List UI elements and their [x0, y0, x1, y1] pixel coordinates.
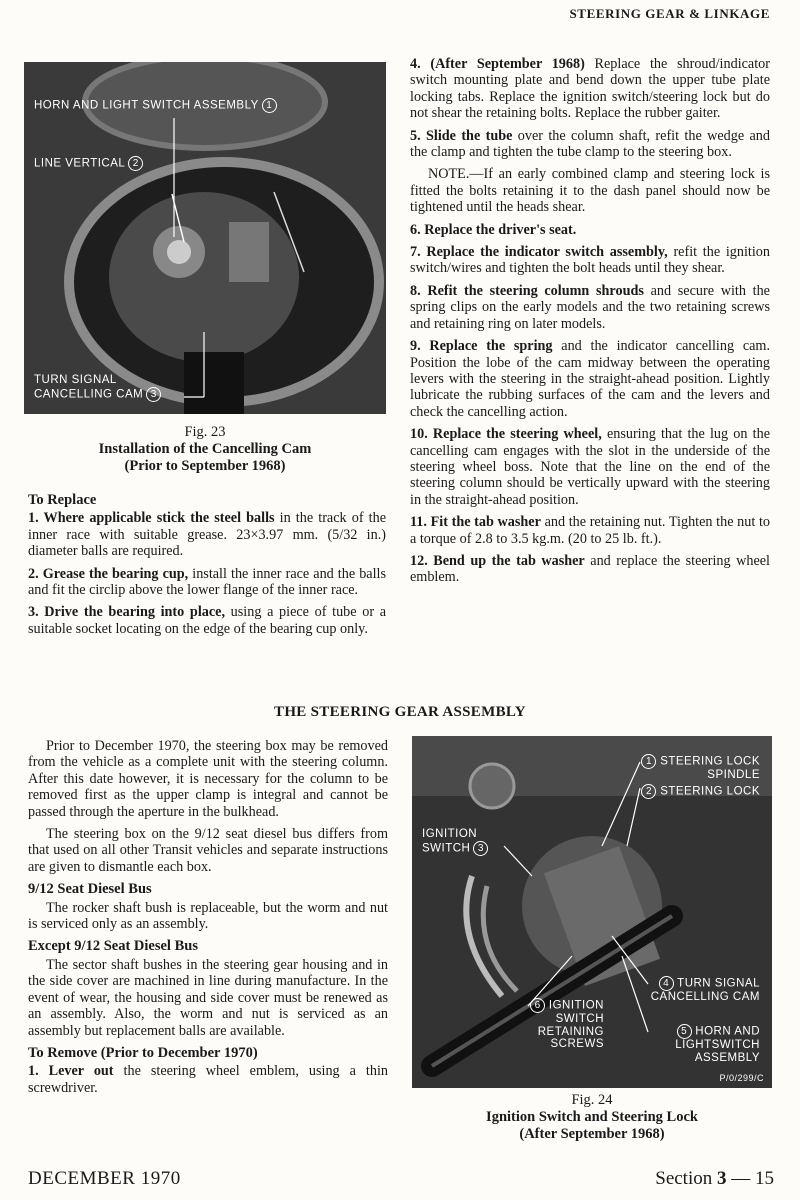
- fig24-caption: [412, 1092, 772, 1143]
- body-paragraph: The rocker shaft bush is replaceable, but the worm and nut is serviced only as an assembly.: [28, 899, 388, 933]
- step-lead: 12. Bend up the tab washer: [410, 552, 585, 569]
- step-lead: 2. Grease the bearing cup,: [28, 565, 189, 582]
- to-replace-heading: To Replace: [28, 492, 97, 508]
- callout-number: 2: [128, 156, 143, 171]
- step-lead: 7. Replace the indicator switch assembly,: [410, 244, 668, 261]
- left-bottom-text: [28, 738, 388, 1102]
- fig23-photo: [24, 62, 386, 414]
- fig24-callout-4: [640, 976, 760, 1004]
- running-header: STEERING GEAR & LINKAGE: [569, 6, 770, 21]
- step-item: [410, 56, 770, 122]
- fig23-number: Fig. 23: [184, 424, 226, 440]
- step-text: in the track of the inner race with suitable grease. 23×3.97 mm. (5/32 in.) diameter balls are required.: [28, 510, 386, 560]
- callout-text: STEERING LOCK SPINDLE: [660, 755, 760, 781]
- fig24-number: Fig. 24: [571, 1092, 613, 1108]
- fig23-callout-3: [34, 374, 184, 402]
- fig24-subtitle: (After September 1968): [519, 1126, 665, 1142]
- step-lead: 1. Where applicable stick the steel balls: [28, 510, 275, 527]
- callout-text: IGNITION SWITCH: [422, 828, 478, 855]
- step-text: install the inner race and the balls and fit the circlip above the lower flange of the inner race.: [28, 565, 386, 599]
- fig24-title: Ignition Switch and Steering Lock: [486, 1109, 698, 1125]
- fig23-callout-2: [34, 156, 143, 171]
- step-lead: 10. Replace the steering wheel,: [410, 426, 602, 443]
- callout-number: 3: [473, 841, 488, 856]
- right-top-text: [410, 56, 770, 592]
- step-item: [28, 1063, 388, 1096]
- step-text: refit the ignition switch/wires and tighten the bolt heads until they shear.: [410, 244, 770, 277]
- callout-number: 1: [262, 98, 277, 113]
- section-number: 3: [717, 1168, 727, 1189]
- fig24-callout-1: [590, 754, 760, 782]
- subheading: 9/12 Seat Diesel Bus: [28, 881, 152, 898]
- intro-paragraph: Prior to December 1970, the steering box may be removed from the vehicle as a complete unit with the steering column. After this date however, it is necessary for the column to be removed first as the upper clamp is integral and cannot be passed through the aperture in the bulkhead.: [28, 738, 388, 820]
- step-text: and the retaining nut. Tighten the nut to a torque of 2.8 to 3.5 kg.m. (20 to 25 lb. ft.).: [410, 514, 770, 547]
- step-text: the steering wheel emblem, using a thin screwdriver.: [28, 1063, 389, 1096]
- left-top-text: [28, 492, 386, 643]
- step-lead: 11. Fit the tab washer: [410, 514, 541, 531]
- callout-text: HORN AND LIGHT SWITCH ASSEMBLY: [34, 99, 259, 112]
- fig23-title: Installation of the Cancelling Cam: [98, 441, 312, 457]
- callout-text: IGNITION SWITCH RETAINING SCREWS: [537, 999, 604, 1050]
- section-title: THE STEERING GEAR ASSEMBLY: [274, 704, 526, 720]
- subheading: Except 9/12 Seat Diesel Bus: [28, 938, 198, 955]
- step-lead: 6. Replace the driver's seat.: [410, 221, 577, 238]
- step-lead: 8. Refit the steering column shrouds: [410, 282, 644, 299]
- step-text: over the column shaft, refit the wedge and the clamp and tighten the tube clamp to the steering box.: [410, 127, 770, 161]
- step-text: and the indicator cancelling cam. Position the lobe of the cam midway between the operating levers with the steering in the straight-ahead position. Lightly lubricate the rubbing surfaces of the cam and the levers and check the cancelling action.: [410, 338, 770, 420]
- page-number: — 15: [731, 1168, 774, 1189]
- fig23-callout-1: [34, 98, 277, 113]
- fig24-callout-3: [422, 828, 502, 856]
- figure-reference: P/0/299/C: [719, 1072, 764, 1083]
- section-label: Section: [655, 1168, 713, 1189]
- step-item: [28, 510, 386, 559]
- step-item: [410, 514, 770, 547]
- step-lead: 5. Slide the tube: [410, 127, 513, 144]
- callout-number: 5: [677, 1024, 692, 1039]
- fig24-callout-2: [638, 784, 760, 799]
- step-lead: 9. Replace the spring: [410, 338, 553, 355]
- fig24-callout-5: [640, 1024, 760, 1064]
- callout-number: 3: [146, 387, 161, 402]
- step-text: and replace the steering wheel emblem.: [410, 552, 770, 586]
- note-text: NOTE.—If an early combined clamp and steering lock is fitted the bolts retaining it to the dash panel should now be tightened until the heads shear.: [410, 166, 770, 216]
- steering-column-illustration: [24, 62, 386, 414]
- step-lead: 4. (After September 1968): [410, 56, 585, 72]
- footer-page: [655, 1168, 774, 1190]
- step-item: [410, 426, 770, 508]
- subheading: To Remove (Prior to December 1970): [28, 1044, 258, 1061]
- step-lead: 1. Lever out: [28, 1063, 114, 1080]
- callout-number: 1: [641, 754, 656, 769]
- step-item: [410, 244, 770, 277]
- callout-number: 2: [641, 784, 656, 799]
- step-item: [28, 566, 386, 599]
- callout-text: TURN SIGNAL CANCELLING CAM: [34, 374, 144, 401]
- fig24-callout-6: [508, 998, 604, 1051]
- step-item: [410, 338, 770, 420]
- callout-text: TURN SIGNAL CANCELLING CAM: [650, 977, 760, 1003]
- step-text: using a piece of tube or a suitable socket locating on the edge of the bearing cup only.: [28, 604, 387, 637]
- step-item: [410, 222, 770, 238]
- callout-number: 6: [530, 998, 545, 1013]
- fig24-photo: [412, 736, 772, 1088]
- step-text: and secure with the spring clips on the early models and the two retaining screws and retaining ring on later models.: [410, 282, 770, 332]
- callout-text: STEERING LOCK: [660, 785, 760, 798]
- step-item: [410, 283, 770, 332]
- step-lead: 3. Drive the bearing into place,: [28, 604, 225, 621]
- intro-paragraph: The steering box on the 9/12 seat diesel bus differs from that used on all other Transit vehicles and separate instructions are given to dismantle each box.: [28, 826, 388, 875]
- body-paragraph: The sector shaft bushes in the steering gear housing and in the side cover are machined in line during manufacture. In the event of wear, the housing and side cover must be renewed as an assembly. Also, the worm and nut is serviced as an assembly but replacement balls are available.: [28, 956, 388, 1039]
- callout-text: LINE VERTICAL: [34, 157, 126, 170]
- callout-text: HORN AND LIGHTSWITCH ASSEMBLY: [675, 1025, 760, 1064]
- fig23-caption: [24, 424, 386, 475]
- fig23-subtitle: (Prior to September 1968): [124, 458, 286, 474]
- footer-date: DECEMBER 1970: [28, 1168, 181, 1189]
- step-item: [410, 128, 770, 161]
- step-item: [410, 553, 770, 586]
- note: [410, 166, 770, 215]
- step-item: [28, 604, 386, 637]
- callout-number: 4: [659, 976, 674, 991]
- step-text: ensuring that the lug on the cancelling cam engages with the slot in the underside of the steering wheel boss. Note that the line on the end of the steering column should be vertically upward with the steering in the straight-ahead position.: [410, 426, 770, 508]
- step-text: Replace the shroud/indicator switch mounting plate and bend down the upper tube plate locking tabs. Replace the ignition switch/steering lock but do not shear the retaining bolts. Replace the rubber gaiter.: [410, 56, 770, 122]
